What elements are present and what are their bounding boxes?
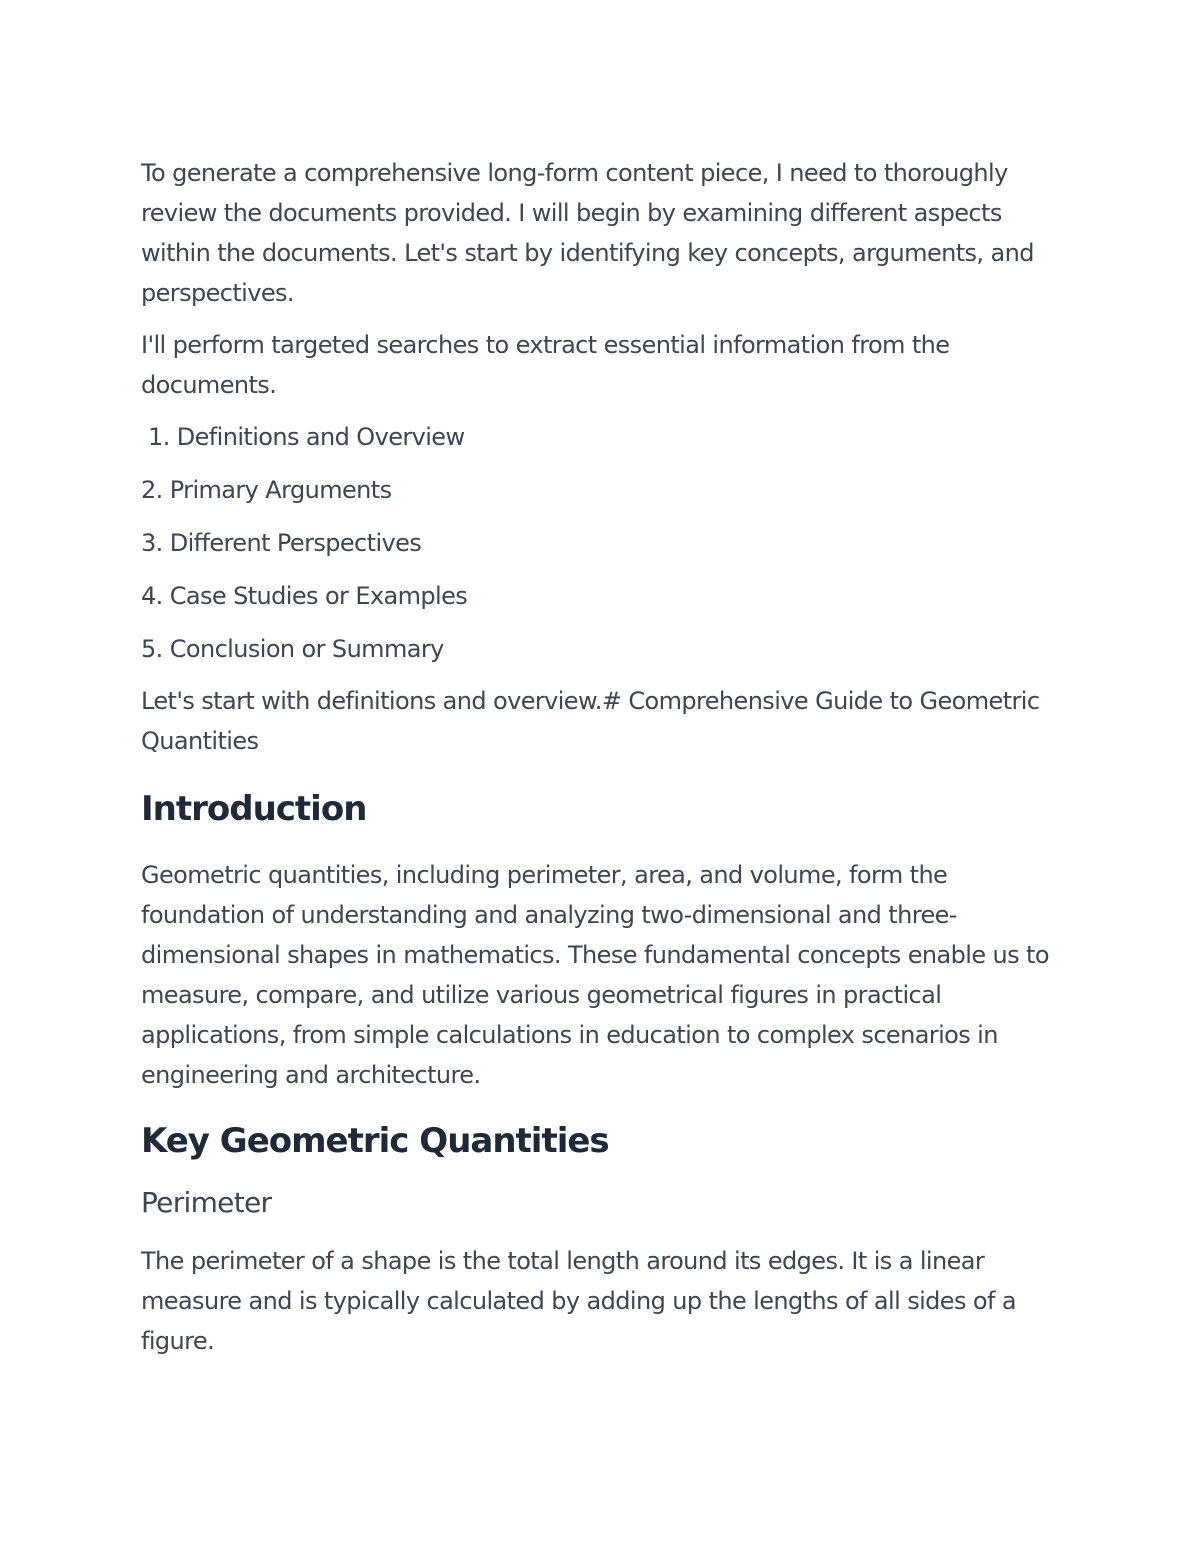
key-quantities-heading: Key Geometric Quantities [141,1121,609,1161]
list-item [141,629,1061,669]
list-item-label: Case Studies or Examples [169,582,468,610]
intro-paragraph: To generate a comprehensive long-form content piece, I need to thoroughly review the documents provided. I will begin by examining different aspects within the documents. Let's start by identifying key concepts, arguments, and perspectives. [141,159,1034,307]
list-item [141,417,1061,457]
perimeter-paragraph: The perimeter of a shape is the total length around its edges. It is a linear measure and is typically calculated by adding up the lengths of all sides of a figure. [141,1247,1016,1355]
list-item-number: 3. [141,529,163,557]
introduction-heading: Introduction [141,789,367,829]
search-paragraph: I'll perform targeted searches to extract essential information from the documents. [141,331,950,399]
list-item-number: 5. [141,635,163,663]
list-item-label: Different Perspectives [169,529,422,557]
list-item-label: Primary Arguments [169,476,392,504]
list-item [141,576,1061,616]
perimeter-heading: Perimeter [141,1186,272,1219]
list-item [141,470,1061,510]
list-item-label: Definitions and Overview [176,423,465,451]
list-item-label: Conclusion or Summary [169,635,444,663]
list-item-number: 4. [141,582,163,610]
lead-paragraph: Let's start with definitions and overview.# Comprehensive Guide to Geometric Quantities [141,687,1040,755]
list-item-number: 1. [148,423,170,451]
list-item [141,523,1061,563]
introduction-paragraph: Geometric quantities, including perimeter, area, and volume, form the foundation of understanding and analyzing two-dimensional and three-dimensional shapes in mathematics. These fundamental concepts enable us to measure, compare, and utilize various geometrical figures in practical applications, from simple calculations in education to complex scenarios in engineering and architecture. [141,861,1049,1089]
steps-list [141,417,1061,669]
document-page [141,153,1061,1361]
list-item-number: 2. [141,476,163,504]
